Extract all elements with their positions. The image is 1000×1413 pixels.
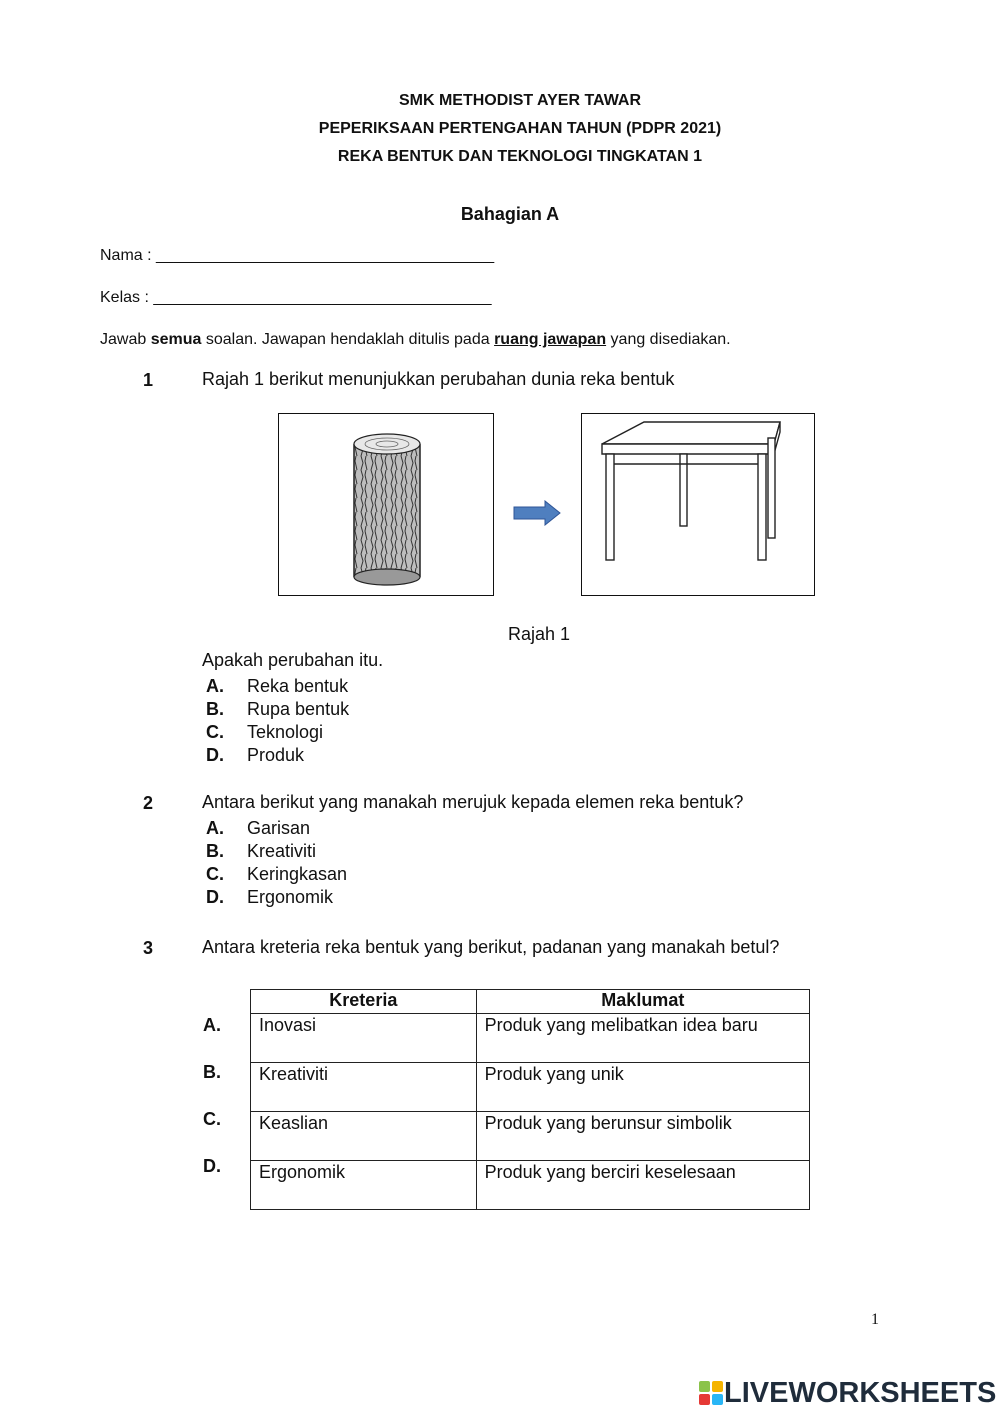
table-row[interactable] (251, 1112, 810, 1161)
q3-text: Antara kreteria reka bentuk yang berikut, padanan yang manakah betul? (202, 937, 780, 957)
q3-option-c-letter[interactable]: C. (203, 1109, 221, 1129)
cell-maklumat: Produk yang berunsur simbolik (476, 1112, 809, 1161)
logo-text: LIVEWORKSHEETS (724, 1376, 997, 1409)
q2-option-a[interactable]: A. Garisan (206, 818, 311, 838)
figure-caption: Rajah 1 (508, 624, 571, 644)
section-title: Bahagian A (460, 204, 560, 224)
q1-option-b[interactable]: B. Rupa bentuk (206, 699, 350, 719)
criteria-table (250, 989, 810, 1210)
cell-maklumat: Produk yang unik (476, 1063, 809, 1112)
table-row[interactable] (251, 1063, 810, 1112)
q3-option-a-letter[interactable]: A. (203, 1015, 221, 1035)
header-school: SMK METHODIST AYER TAWAR (398, 92, 642, 109)
header-maklumat: Maklumat (476, 990, 809, 1014)
q3-option-d-letter[interactable]: D. (203, 1156, 221, 1176)
header-exam: PEPERIKSAAN PERTENGAHAN TAHUN (PDPR 2021) (318, 120, 722, 137)
liveworksheets-logo-icon (698, 1380, 724, 1406)
kelas-field: Kelas : ______________________________________ (100, 289, 492, 306)
q2-number: 2 (143, 793, 154, 813)
figure-log (278, 413, 494, 596)
q2-option-d[interactable]: D. Ergonomik (206, 887, 334, 907)
header-subject: REKA BENTUK DAN TEKNOLOGI TINGKATAN 1 (337, 148, 703, 165)
q1-option-c[interactable]: C. Teknologi (206, 722, 324, 742)
cell-kreteria: Inovasi (251, 1014, 477, 1063)
table-header-row (251, 990, 810, 1014)
q1-text: Rajah 1 berikut menunjukkan perubahan dunia reka bentuk (202, 369, 675, 389)
cell-maklumat: Produk yang melibatkan idea baru (476, 1014, 809, 1063)
table-row[interactable] (251, 1014, 810, 1063)
page-number: 1 (871, 1311, 879, 1328)
q2-option-b[interactable]: B. Kreativiti (206, 841, 317, 861)
arrow-right-icon (513, 500, 561, 526)
figure-table (581, 413, 815, 596)
cell-kreteria: Ergonomik (251, 1161, 477, 1210)
q2-option-c[interactable]: C. Keringkasan (206, 864, 348, 884)
instruction: Jawab semua soalan. Jawapan hendaklah ditulis pada ruang jawapan yang disediakan. (100, 331, 731, 348)
liveworksheets-logo[interactable] (698, 1376, 996, 1410)
q1-prompt: Apakah perubahan itu. (202, 650, 384, 670)
cell-maklumat: Produk yang berciri keselesaan (476, 1161, 809, 1210)
q3-number: 3 (143, 938, 154, 958)
q2-text: Antara berikut yang manakah merujuk kepada elemen reka bentuk? (202, 792, 744, 812)
q3-option-b-letter[interactable]: B. (203, 1062, 221, 1082)
q1-option-a[interactable]: A. Reka bentuk (206, 676, 349, 696)
q1-number: 1 (143, 370, 154, 390)
log-illustration (279, 414, 493, 595)
table-illustration (582, 414, 814, 595)
q1-option-d[interactable]: D. Produk (206, 745, 305, 765)
cell-kreteria: Kreativiti (251, 1063, 477, 1112)
cell-kreteria: Keaslian (251, 1112, 477, 1161)
table-row[interactable] (251, 1161, 810, 1210)
header-kreteria: Kreteria (251, 990, 477, 1014)
nama-field: Nama : ______________________________________ (100, 247, 495, 264)
